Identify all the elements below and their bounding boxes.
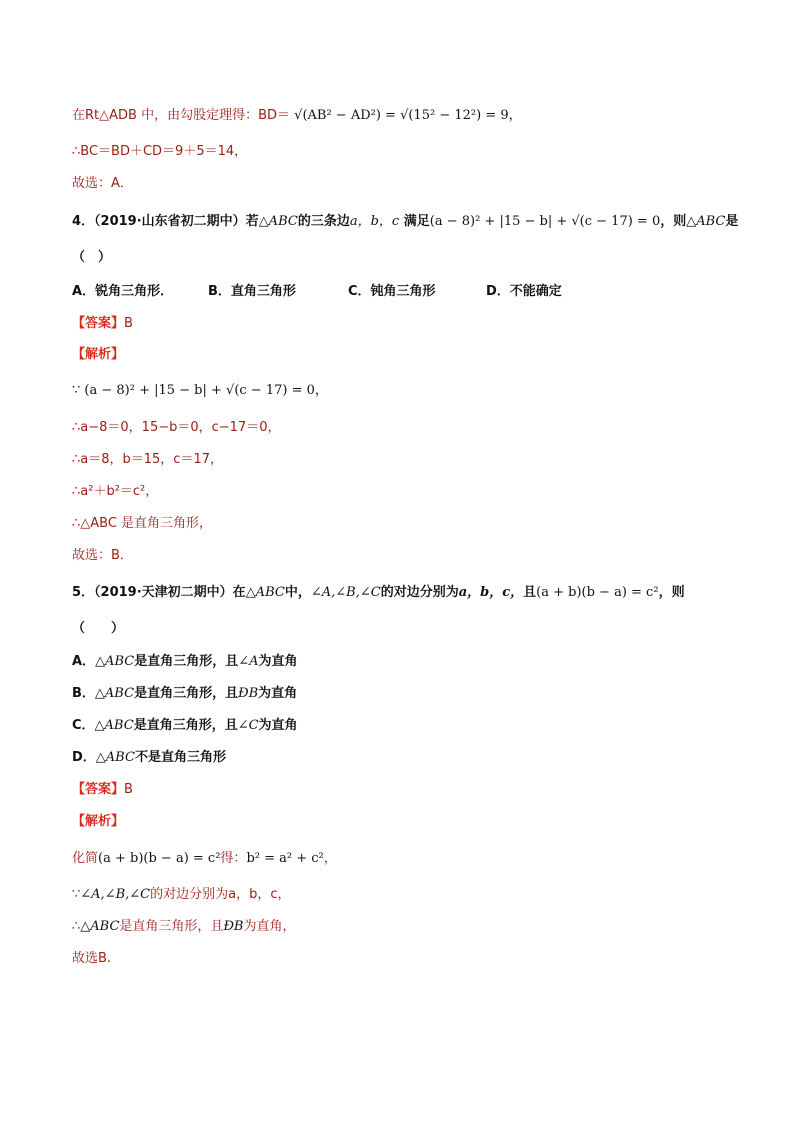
q5-option-c-tri: △ABC (94, 718, 134, 733)
q5-option-c-letter: C． (72, 718, 95, 733)
prev-solution-line-2: ∴BC＝BD＋CD＝9＋5＝14， (72, 144, 248, 159)
q5-step1-mid: 得： (220, 851, 247, 866)
q4-option-b-letter: B． (208, 284, 231, 299)
q5-angles: ∠A,∠B,∠C (310, 585, 381, 600)
question-4-stem (72, 212, 738, 232)
q5-step1-equation: (a + b)(b − a) = c² (98, 851, 221, 866)
q5-option-d[interactable] (72, 748, 226, 768)
q5-text-in: 在 (232, 585, 246, 600)
q4-equation: (a − 8)² + |15 − b| + √(c − 17) = 0 (429, 214, 661, 229)
q4-option-c[interactable] (348, 282, 486, 302)
q5-step3-text: 是直角三角形，且 (119, 919, 224, 934)
prev-line1-formula: √(AB² − AD²) = √(15² − 12²) = 9， (294, 108, 522, 123)
q5-option-c[interactable] (72, 716, 298, 736)
q5-step2-angles: ∠A,∠B,∠C (80, 887, 151, 902)
q5-option-b-tail: 为直角 (258, 686, 298, 701)
q4-option-d[interactable] (486, 282, 562, 302)
q4-triangle: △ABC (258, 214, 298, 229)
q5-option-a-tri: △ABC (95, 654, 135, 669)
q5-step-3 (72, 917, 296, 937)
q5-option-c-angle: ∠C (237, 718, 259, 733)
q5-option-b[interactable] (72, 684, 297, 704)
q5-step3-tri: △ABC (80, 919, 120, 934)
q5-option-c-text: 是直角三角形，且 (133, 718, 238, 733)
q5-text-qie: 且 (523, 585, 537, 600)
q4-option-d-letter: D． (486, 284, 510, 299)
q4-number: 4． (72, 214, 95, 229)
q5-step2-text: 的对边分别为a，b，c， (150, 887, 291, 902)
q4-option-a-letter: A． (72, 284, 96, 299)
q5-answer-value: B (124, 782, 133, 797)
q5-answer-label: 【答案】 (72, 782, 125, 797)
q5-option-a-tail: 为直角 (258, 654, 298, 669)
q5-option-d-letter: D． (72, 750, 96, 765)
q5-option-b-text: 是直角三角形，且 (134, 686, 239, 701)
q5-option-b-angle: ÐB (238, 686, 259, 701)
prev-solution-line-3: 故选：A． (72, 176, 133, 191)
q4-step-6: 故选：B． (72, 548, 133, 563)
q5-step1-result: b² = a² + c² (246, 851, 324, 866)
q4-analysis-label: 【解析】 (72, 347, 125, 362)
prev-solution-line-1 (72, 106, 522, 126)
q5-option-a[interactable] (72, 652, 298, 672)
q5-paren: （ ） (72, 621, 125, 636)
q5-option-b-letter: B． (72, 686, 95, 701)
q5-step-1 (72, 849, 337, 869)
q5-step1-end: ， (323, 851, 337, 866)
q4-text-before: 若 (245, 214, 259, 229)
q5-text-then: ，则 (658, 585, 685, 600)
q5-text-zhong: 中， (284, 585, 311, 600)
q4-source: （2019·山东省初二期中） (94, 214, 246, 229)
q5-option-a-text: 是直角三角形，且 (134, 654, 239, 669)
prev-line1-prefix: 在Rt△ADB 中，由勾股定理得：BD＝ (72, 108, 291, 123)
q5-equation: (a + b)(b − a) = c² (536, 585, 659, 600)
q4-step-5: ∴△ABC 是直角三角形， (72, 516, 213, 531)
q5-analysis-label: 【解析】 (72, 814, 125, 829)
q4-paren: （ ） (72, 250, 112, 265)
q5-step3-angle: ÐB (223, 919, 244, 934)
q5-option-a-angle: ∠A (238, 654, 259, 669)
q4-step-3: ∴a＝8，b＝15，c＝17， (72, 452, 223, 467)
q5-step-2 (72, 885, 291, 905)
q4-step-1: ∵ (a − 8)² + |15 − b| + √(c − 17) = 0， (72, 383, 328, 398)
q4-step-2: ∴a−8＝0，15−b＝0，c−17＝0， (72, 420, 281, 435)
q4-option-a[interactable] (72, 282, 208, 302)
q4-option-d-text: 不能确定 (509, 284, 562, 299)
q5-source: （2019·天津初二期中） (94, 585, 233, 600)
q4-text-cond: 满足 (403, 214, 430, 229)
q5-option-d-tri: △ABC (95, 750, 135, 765)
q4-option-b[interactable] (208, 282, 348, 302)
q5-option-a-letter: A． (72, 654, 96, 669)
q4-options (72, 282, 722, 302)
q4-option-c-letter: C． (348, 284, 371, 299)
q5-step3-end: 为直角， (243, 919, 296, 934)
q5-step1-prefix: 化简 (72, 851, 99, 866)
q4-text-mid: 的三条边 (297, 214, 350, 229)
q4-triangle-2: △ABC (686, 214, 726, 229)
q4-step-4: ∴a²＋b²＝c²， (72, 484, 159, 499)
question-5-stem (72, 583, 685, 603)
q4-text-end: 是 (725, 214, 739, 229)
q4-option-a-text: 锐角三角形． (95, 284, 174, 299)
q4-answer (72, 314, 133, 334)
q5-option-c-tail: 为直角 (258, 718, 298, 733)
q5-number: 5． (72, 585, 95, 600)
q4-answer-label: 【答案】 (72, 316, 125, 331)
q5-step2-prefix: ∵ (72, 887, 81, 902)
q4-vars: a，b，c (349, 214, 400, 229)
q5-step-4: 故选B. (72, 951, 112, 966)
q4-text-then: ，则 (660, 214, 687, 229)
q5-text-opp: 的对边分别为 (380, 585, 459, 600)
q5-answer (72, 780, 133, 800)
q5-step3-prefix: ∴ (72, 919, 81, 934)
q5-option-d-text: 不是直角三角形 (134, 750, 226, 765)
q4-answer-value: B (124, 316, 133, 331)
q4-option-b-text: 直角三角形 (230, 284, 296, 299)
q4-option-c-text: 钝角三角形 (370, 284, 436, 299)
q5-vars: a，b，c， (458, 585, 524, 600)
q5-triangle: △ABC (245, 585, 285, 600)
q5-option-b-tri: △ABC (94, 686, 135, 701)
